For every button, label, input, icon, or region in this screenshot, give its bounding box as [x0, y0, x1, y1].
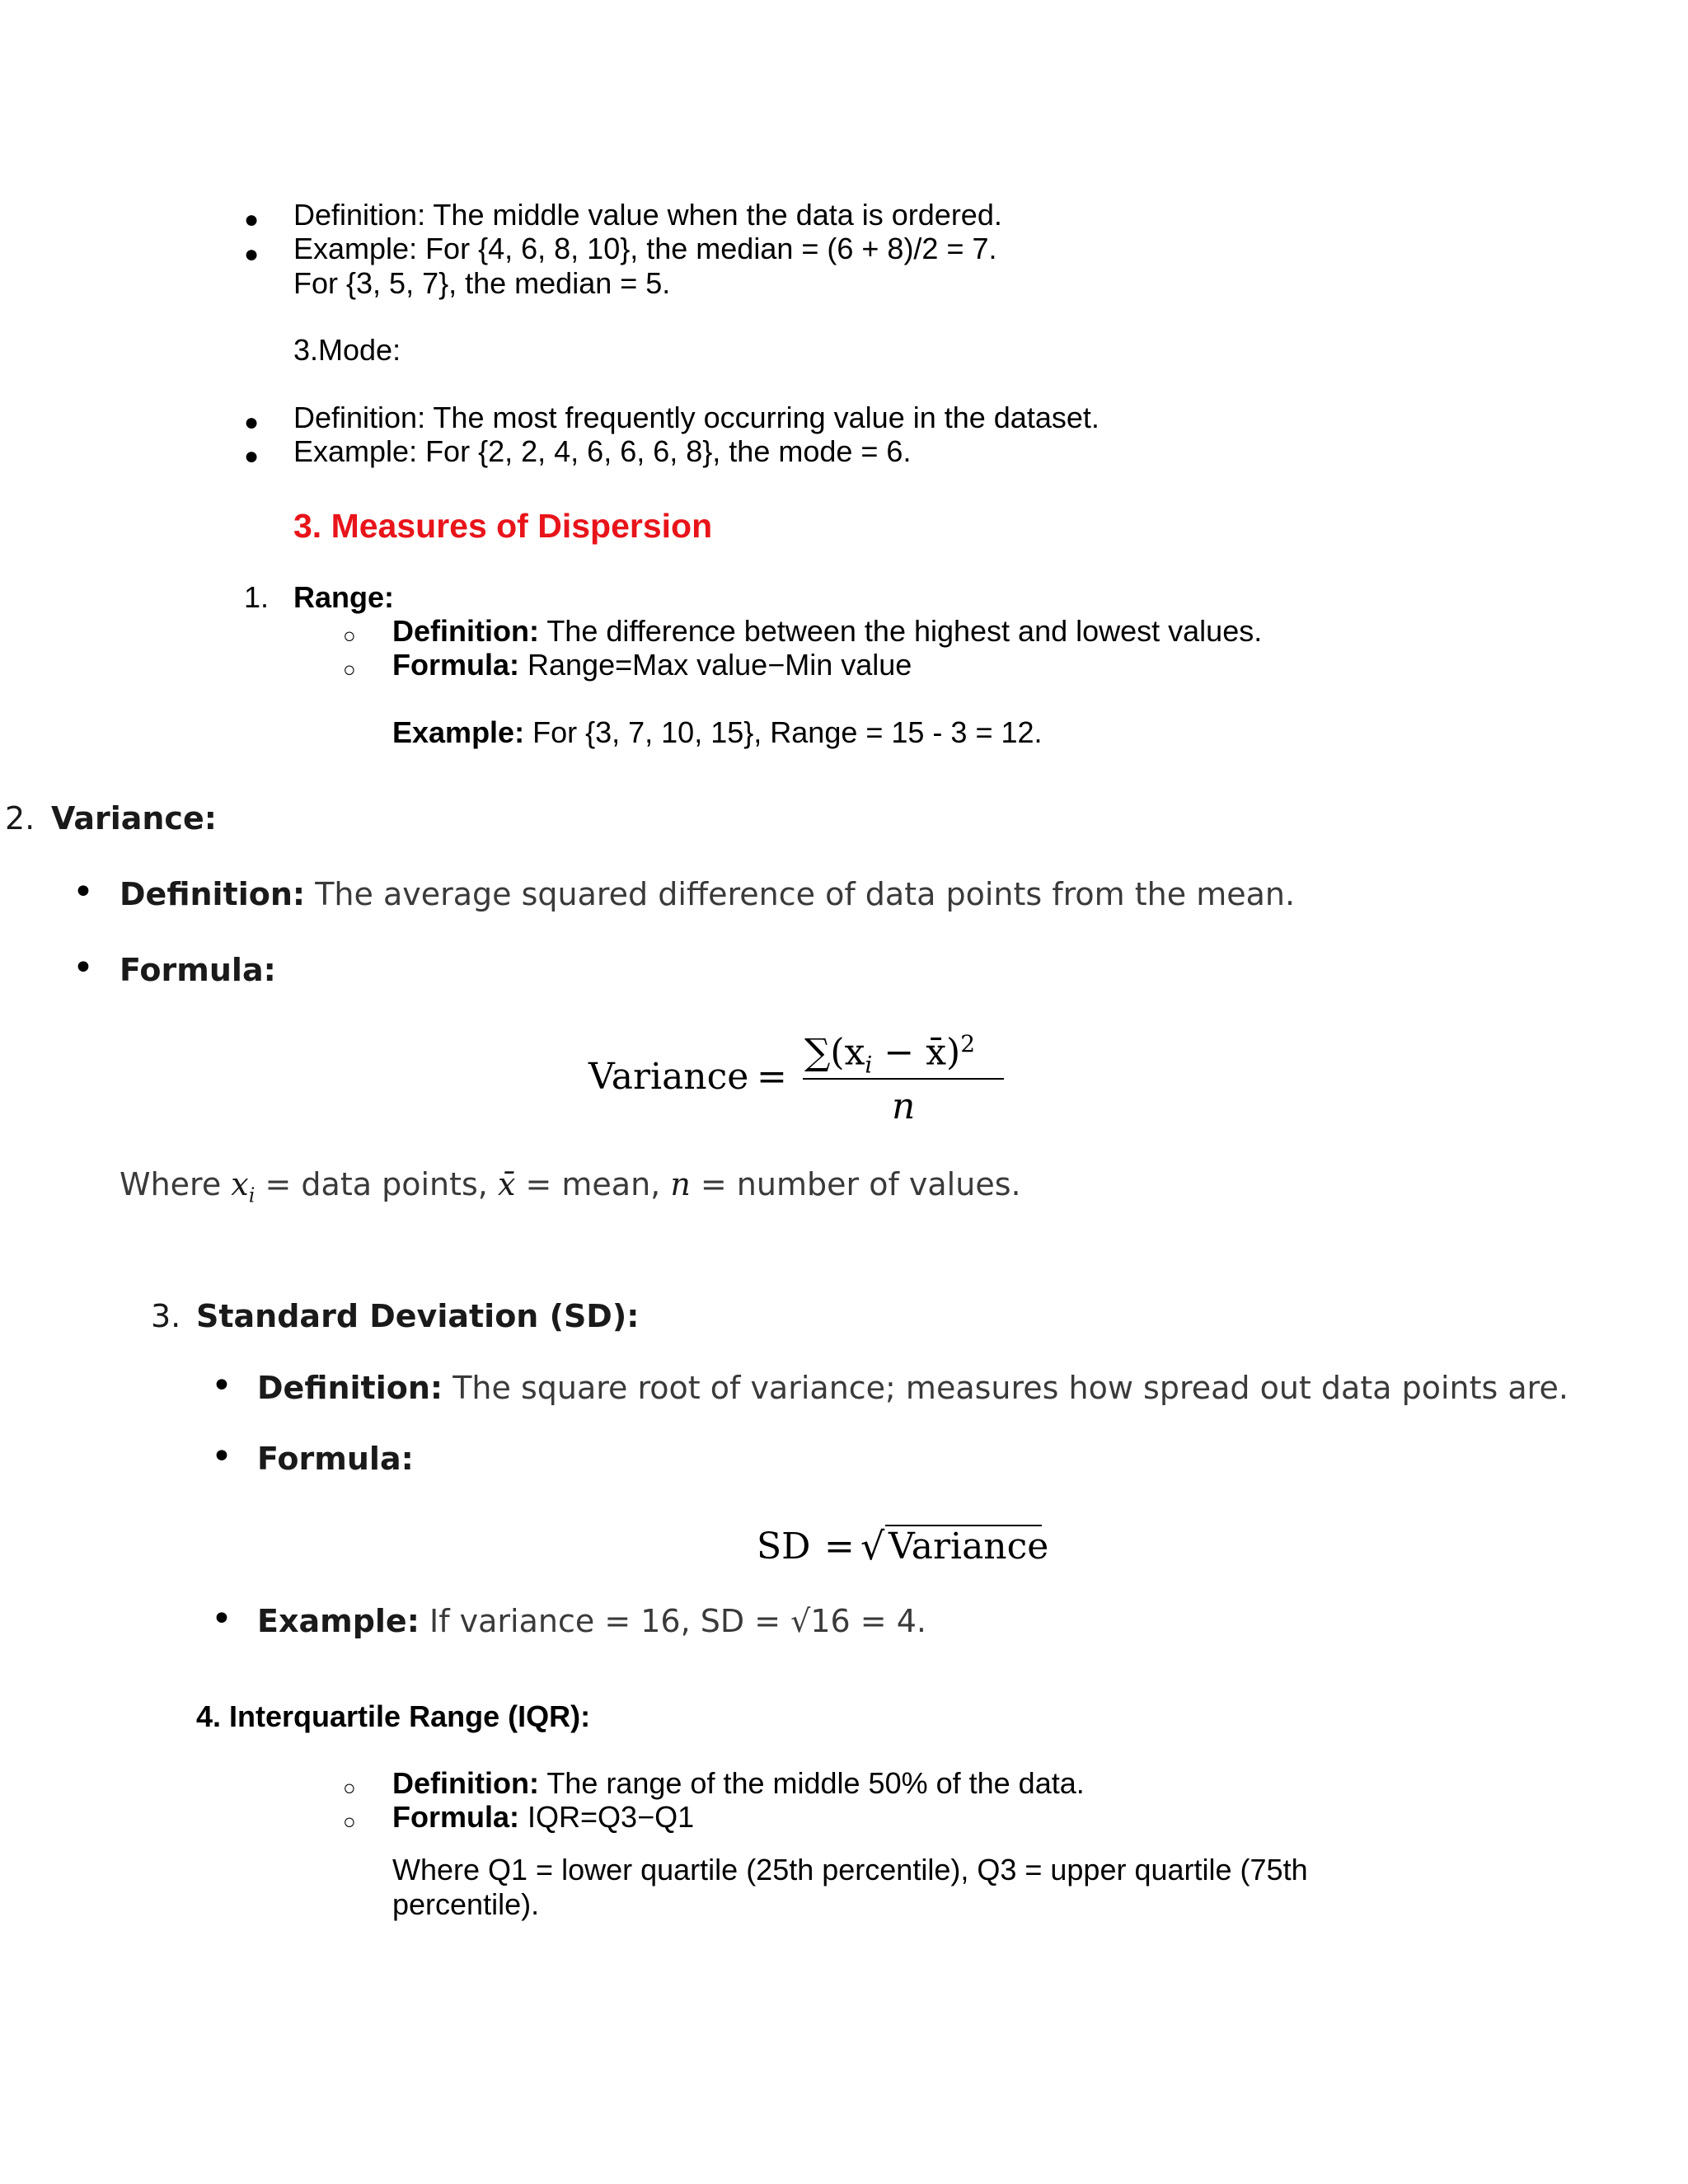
circle-bullet-icon: ○ — [343, 1775, 356, 1800]
bullet-icon: • — [211, 1365, 232, 1407]
numerator-superscript: 2 — [960, 1030, 976, 1057]
where-rest2: = mean, — [515, 1166, 671, 1202]
range-formula — [392, 648, 912, 682]
where-rest3: = number of values. — [690, 1166, 1021, 1202]
iqr-where-line1: Where Q1 = lower quartile (25th percentile), Q3 = upper quartile (75th — [392, 1853, 1308, 1886]
iqr-where-line2: percentile). — [392, 1887, 540, 1921]
definition-label: Definition: — [392, 614, 539, 648]
sd-formula-rhs: Variance — [889, 1526, 1049, 1568]
bullet-icon: ● — [244, 443, 260, 470]
definition-text: The difference between the highest and lowest values. — [538, 614, 1263, 648]
bullet-icon: ● — [244, 206, 260, 233]
circle-bullet-icon: ○ — [343, 657, 356, 682]
numerator-open: ∑(x — [804, 1031, 865, 1074]
bullet-icon: ● — [244, 409, 260, 436]
median-example-line2: For {3, 5, 7}, the median = 5. — [293, 266, 671, 300]
definition-label: Definition: — [392, 1766, 539, 1800]
where-i: i — [248, 1183, 256, 1207]
range-definition — [392, 614, 1262, 649]
mode-example: Example: For {2, 2, 4, 6, 6, 6, 8}, the mode = 6. — [293, 434, 912, 468]
sd-definition — [257, 1369, 1568, 1407]
sqrt-icon: √ — [860, 1524, 885, 1568]
circle-bullet-icon: ○ — [343, 1809, 356, 1834]
range-title: Range: — [293, 580, 395, 614]
formula-label: Formula: — [392, 1800, 520, 1834]
numerator-subscript: i — [865, 1051, 873, 1079]
iqr-formula — [392, 1800, 694, 1835]
definition-text: The square root of variance; measures how spread out data points are. — [443, 1370, 1568, 1406]
bullet-icon: • — [73, 947, 94, 989]
where-xi: x — [231, 1166, 249, 1202]
mode-heading: 3.Mode: — [293, 333, 401, 367]
iqr-definition — [392, 1766, 1085, 1801]
variance-formula-label: Formula: — [120, 952, 276, 988]
formula-text: IQR=Q3−Q1 — [519, 1800, 695, 1834]
variance-formula-lhs: Variance — [588, 1056, 749, 1098]
where-rest1: = data points, — [255, 1166, 498, 1202]
variance-formula-denominator: n — [892, 1085, 916, 1127]
range-number: 1. — [244, 580, 270, 614]
definition-text: The range of the middle 50% of the data. — [538, 1766, 1085, 1800]
sd-formula-lhs: SD — [757, 1526, 811, 1568]
bullet-icon: • — [73, 871, 94, 913]
definition-text: The average squared difference of data points from the mean. — [305, 876, 1296, 912]
example-text: If variance = 16, SD = √16 = 4. — [419, 1603, 926, 1639]
definition-label: Definition: — [120, 876, 306, 912]
bullet-icon: • — [211, 1598, 232, 1640]
variance-formula-numerator — [804, 1024, 975, 1085]
dispersion-heading: 3. Measures of Dispersion — [293, 507, 713, 545]
variance-where — [120, 1165, 1021, 1215]
bullet-icon: • — [211, 1436, 232, 1478]
iqr-title: 4. Interquartile Range (IQR): — [196, 1699, 591, 1733]
fraction-bar — [803, 1078, 1004, 1080]
range-example — [392, 715, 1043, 750]
definition-label: Definition: — [257, 1370, 443, 1406]
where-xbar: x̄ — [497, 1166, 516, 1202]
example-label: Example: — [257, 1603, 420, 1639]
example-label: Example: — [392, 715, 525, 749]
where-prefix: Where — [120, 1166, 232, 1202]
circle-bullet-icon: ○ — [343, 623, 356, 648]
bullet-icon: ● — [244, 241, 260, 268]
variance-title: Variance: — [51, 800, 217, 837]
sd-title: Standard Deviation (SD): — [196, 1298, 640, 1334]
formula-text: Range=Max value−Min value — [519, 648, 912, 682]
median-definition: Definition: The middle value when the data is ordered. — [293, 198, 1002, 232]
sd-number: 3. — [151, 1298, 181, 1334]
mode-definition: Definition: The most frequently occurring value in the dataset. — [293, 401, 1100, 434]
variance-definition — [120, 875, 1295, 913]
where-n: n — [670, 1166, 691, 1202]
sd-formula-label: Formula: — [257, 1441, 414, 1477]
numerator-rest: − x̄) — [872, 1031, 961, 1074]
median-example-line1: Example: For {4, 6, 8, 10}, the median = (6 + 8)/2 = 7. — [293, 232, 997, 265]
equals-sign: = — [824, 1526, 855, 1568]
variance-number: 2. — [5, 800, 35, 837]
equals-sign: = — [757, 1056, 787, 1098]
sd-example — [257, 1602, 926, 1640]
formula-label: Formula: — [392, 648, 520, 682]
example-text: For {3, 7, 10, 15}, Range = 15 - 3 = 12. — [524, 715, 1043, 749]
